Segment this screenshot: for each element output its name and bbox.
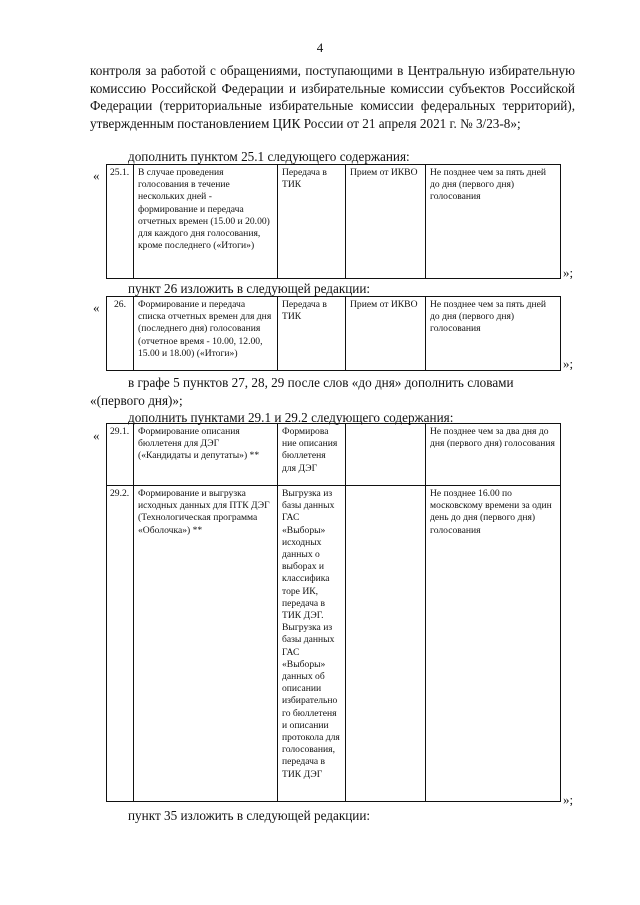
- table1-open-quote: «: [93, 168, 100, 183]
- table-row: [107, 424, 561, 486]
- row-deadline: Не позднее чем за два дня до дня (первого дня) голосования: [426, 424, 561, 486]
- table2-close-quote: »;: [563, 356, 574, 371]
- table-row: [107, 486, 561, 802]
- row-deadline: Не позднее 16.00 по московскому времени за один день до дня (первого дня) голосования: [426, 486, 561, 802]
- instruction-26: пункт 26 изложить в следующей редакции:: [128, 281, 371, 296]
- row-number: 29.2.: [107, 486, 134, 802]
- table-row: [107, 297, 561, 371]
- row-receiver: Прием от ИКВО: [346, 297, 426, 371]
- table2-open-quote: «: [93, 300, 100, 315]
- instruction-29-1-29-2: дополнить пунктами 29.1 и 29.2 следующего содержания:: [128, 410, 454, 425]
- table3-close-quote: »;: [563, 792, 574, 807]
- table1-close-quote: »;: [563, 265, 574, 280]
- instruction-35: пункт 35 изложить в следующей редакции:: [128, 808, 371, 823]
- row-receiver: Прием от ИКВО: [346, 165, 426, 279]
- table3-open-quote: «: [93, 428, 100, 443]
- row-number: 29.1.: [107, 424, 134, 486]
- instruction-graph5-b: «(первого дня)»;: [90, 393, 183, 408]
- table-26: [106, 296, 561, 371]
- row-deadline: Не позднее чем за пять дней до дня (первого дня) голосования: [426, 297, 561, 371]
- row-number: 26.: [107, 297, 134, 371]
- row-number: 25.1.: [107, 165, 134, 279]
- row-action: Передача в ТИК: [278, 297, 346, 371]
- table-row: [107, 165, 561, 279]
- row-action: Формирова ние описания бюллетеня для ДЭГ: [278, 424, 346, 486]
- row-description: Формирование и передача списка отчетных времен для дня (последнего дня) голосования (отчетное время - 10.00, 12.00, 15.00 и 18.00) («Итоги»): [134, 297, 278, 371]
- row-description: В случае проведения голосования в течение нескольких дней - формирование и передача отчетных времен (15.00 и 20.00) для каждого дня голосования, кроме последнего («Итоги»): [134, 165, 278, 279]
- instruction-25-1: дополнить пунктом 25.1 следующего содержания:: [128, 149, 410, 164]
- instruction-graph5-a: в графе 5 пунктов 27, 28, 29 после слов «до дня» дополнить словами: [128, 375, 514, 390]
- row-description: Формирование и выгрузка исходных данных для ПТК ДЭГ (Технологическая программа «Оболочка») **: [134, 486, 278, 802]
- row-description: Формирование описания бюллетеня для ДЭГ («Кандидаты и депутаты») **: [134, 424, 278, 486]
- row-action: Передача в ТИК: [278, 165, 346, 279]
- page-number: 4: [316, 40, 324, 55]
- intro-paragraph: контроля за работой с обращениями, поступающими в Центральную избирательную комиссию Российской Федерации и избирательные комиссии субъектов Российской Федерации (территориальные избирательные комиссии федеральных территорий), утвержденным постановлением ЦИК России от 21 апреля 2021 г. № 3/23-8»;: [90, 63, 575, 131]
- row-receiver: [346, 486, 426, 802]
- row-action: Выгрузка из базы данных ГАС «Выборы» исходных данных о выборах и классифика торе ИК, передача в ТИК ДЭГ. Выгрузка из базы данных ГАС «Выборы» данных об описании избирательно го бюллетеня и описании протокола для голосования, передача в ТИК ДЭГ: [278, 486, 346, 802]
- row-receiver: [346, 424, 426, 486]
- table-25-1: [106, 164, 561, 279]
- row-deadline: Не позднее чем за пять дней до дня (первого дня) голосования: [426, 165, 561, 279]
- table-29: [106, 423, 561, 802]
